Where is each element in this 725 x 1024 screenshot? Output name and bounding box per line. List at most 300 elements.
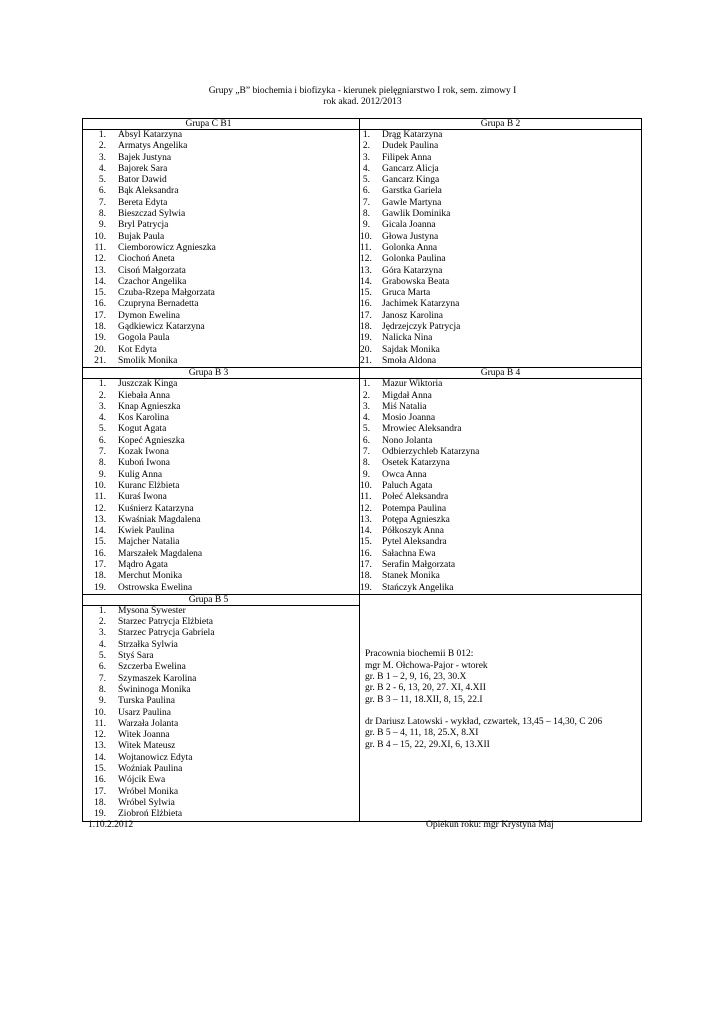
student-number: 20. [360, 344, 372, 355]
student-name: Kuśnierz Katarzyna [118, 503, 194, 514]
student-number: 2. [98, 141, 106, 152]
group-c-b1-list [83, 130, 360, 368]
student-name: Półkoszyk Anna [382, 526, 445, 537]
student-name: Bujak Paula [118, 231, 165, 242]
student-row [83, 730, 359, 741]
student-name: Kogut Agata [118, 424, 167, 435]
student-row [83, 640, 359, 651]
student-name: Czachor Angelika [118, 276, 187, 287]
student-name: Kozak Iwona [118, 447, 169, 458]
student-number: 12. [94, 254, 106, 265]
student-number: 11. [94, 242, 106, 253]
student-row [83, 798, 359, 809]
student-row [83, 662, 359, 673]
student-name: Czuba-Rzepa Małgorzata [118, 288, 215, 299]
student-number: 5. [362, 424, 370, 435]
student-number: 5. [98, 175, 106, 186]
student-number: 20. [94, 344, 106, 355]
student-number: 13. [360, 265, 372, 276]
student-number: 13. [94, 514, 106, 525]
student-number: 7. [98, 197, 106, 208]
student-row [83, 628, 359, 639]
student-number: 8. [362, 458, 370, 469]
student-number: 16. [360, 548, 372, 559]
student-name: Bryl Patrycja [118, 220, 169, 231]
student-number: 10. [360, 231, 372, 242]
student-name: Kot Edyta [118, 344, 157, 355]
student-number: 7. [98, 673, 106, 684]
student-name: Usarz Paulina [118, 707, 172, 718]
student-name: Strzałka Sylwia [118, 639, 178, 650]
student-number: 15. [94, 537, 106, 548]
student-number: 6. [362, 186, 370, 197]
student-row [83, 266, 359, 277]
student-row [360, 515, 641, 526]
student-number: 15. [360, 288, 372, 299]
student-name: Witek Mateusz [118, 741, 176, 752]
student-row [360, 277, 641, 288]
student-number: 1. [98, 379, 106, 390]
student-row [83, 311, 359, 322]
student-row [83, 413, 359, 424]
student-name: Odbierzychleb Katarzyna [382, 447, 480, 458]
notes-gap [365, 706, 641, 717]
student-number: 1. [362, 130, 370, 140]
student-row [360, 504, 641, 515]
student-number: 17. [360, 310, 372, 321]
student-row [360, 571, 641, 582]
student-row [83, 379, 359, 390]
student-name: Woźniak Paulina [118, 764, 183, 775]
student-row [83, 141, 359, 152]
student-number: 4. [98, 413, 106, 424]
student-row [83, 571, 359, 582]
student-number: 5. [362, 175, 370, 186]
student-row [360, 424, 641, 435]
student-row [360, 356, 641, 367]
schedule-notes-cell [360, 605, 642, 821]
student-number: 17. [94, 786, 106, 797]
footer-supervisor: Opiekun roku: mgr Krystyna Maj [426, 820, 554, 830]
student-number: 10. [94, 707, 106, 718]
student-name: Marszałek Magdalena [118, 548, 203, 559]
student-number: 13. [94, 265, 106, 276]
student-name: Gicala Joanna [382, 220, 436, 231]
student-number: 19. [94, 333, 106, 344]
student-name: Góra Katarzyna [382, 265, 443, 276]
student-number: 2. [362, 390, 370, 401]
student-number: 2. [98, 390, 106, 401]
student-row [360, 175, 641, 186]
student-row [360, 153, 641, 164]
notes-lecturer-2: dr Dariusz Latowski - wykład, czwartek, 13,45 – 14,30, C 206 [365, 717, 603, 728]
group-c-b1-header: Grupa C B1 [83, 119, 360, 130]
student-row [360, 164, 641, 175]
student-name: Szczerba Ewelina [118, 662, 186, 673]
student-name: Gawlik Dominika [382, 209, 451, 220]
student-row [360, 549, 641, 560]
group-b4-list [360, 379, 642, 595]
student-number: 7. [362, 197, 370, 208]
student-number: 17. [94, 310, 106, 321]
student-row [83, 753, 359, 764]
student-number: 9. [98, 220, 106, 231]
student-number: 6. [98, 662, 106, 673]
student-name: Czupryna Bernadetta [118, 299, 199, 310]
student-name: Bator Dawid [118, 175, 167, 186]
student-name: Merchut Monika [118, 571, 183, 582]
student-row [360, 209, 641, 220]
student-number: 15. [94, 288, 106, 299]
student-name: Kiebała Anna [118, 390, 170, 401]
student-row [83, 198, 359, 209]
student-row [360, 492, 641, 503]
student-name: Cisoń Małgorzata [118, 265, 186, 276]
student-row [83, 164, 359, 175]
student-name: Dudek Paulina [382, 141, 439, 152]
student-name: Kopeć Agnieszka [118, 435, 185, 446]
schedule-notes [360, 605, 641, 751]
student-name: Gawle Martyna [382, 197, 442, 208]
student-row [360, 583, 641, 594]
group-b2-header: Grupa B 2 [360, 119, 642, 130]
student-number: 9. [98, 696, 106, 707]
student-row [83, 504, 359, 515]
student-row [83, 583, 359, 594]
student-row [83, 651, 359, 662]
student-row [83, 537, 359, 548]
student-row [360, 130, 641, 141]
student-number: 17. [94, 559, 106, 570]
student-number: 3. [362, 152, 370, 163]
student-name: Wróbel Sylwia [118, 797, 175, 808]
student-name: Owca Anna [382, 469, 427, 480]
student-number: 10. [94, 231, 106, 242]
student-number: 2. [98, 617, 106, 628]
student-number: 8. [362, 209, 370, 220]
student-name: Filipek Anna [382, 152, 432, 163]
student-name: Bajek Justyna [118, 152, 172, 163]
student-row [360, 458, 641, 469]
student-number: 1. [98, 130, 106, 140]
student-name: Golonka Paulina [382, 254, 446, 265]
notes-schedule-b5: gr. B 5 – 4, 11, 18, 25.X, 8.XI [365, 728, 479, 739]
student-number: 1. [362, 379, 370, 390]
student-row [83, 254, 359, 265]
student-number: 18. [94, 322, 106, 333]
student-row [83, 333, 359, 344]
student-number: 8. [98, 458, 106, 469]
student-number: 18. [360, 322, 372, 333]
student-number: 8. [98, 684, 106, 695]
student-row [360, 198, 641, 209]
notes-schedule-b3: gr. B 3 – 11, 18.XII, 8, 15, 22.I [365, 694, 483, 705]
student-row [83, 685, 359, 696]
student-row [83, 515, 359, 526]
student-number: 12. [360, 254, 372, 265]
student-name: Jachimek Katarzyna [382, 299, 460, 310]
student-name: Nono Jolanta [382, 435, 433, 446]
student-name: Kuraś Iwona [118, 492, 167, 503]
student-name: Grabowska Beata [382, 276, 450, 287]
groups-table [82, 118, 642, 822]
student-number: 21. [360, 355, 372, 366]
group-b4-header: Grupa B 4 [360, 368, 642, 379]
student-name: Gądkiewicz Katarzyna [118, 322, 205, 333]
student-row [360, 311, 641, 322]
student-number: 9. [362, 220, 370, 231]
title-line-1: Grupy „B” biochemia i biofizyka - kierunek pielęgniarstwo I rok, sem. zimowy I [208, 86, 517, 96]
student-number: 19. [94, 582, 106, 593]
student-row [83, 322, 359, 333]
student-row [83, 787, 359, 798]
student-name: Witek Joanna [118, 730, 170, 741]
student-row [360, 526, 641, 537]
student-name: Knap Agnieszka [118, 401, 181, 412]
student-name: Drąg Katarzyna [382, 130, 443, 140]
student-row [83, 299, 359, 310]
student-row [83, 209, 359, 220]
student-number: 4. [362, 413, 370, 424]
student-row [83, 526, 359, 537]
student-name: Gancarz Alicja [382, 163, 439, 174]
student-name: Bieszczad Sylwia [118, 209, 186, 220]
student-number: 5. [98, 424, 106, 435]
student-name: Potempa Paulina [382, 503, 447, 514]
student-row [83, 481, 359, 492]
student-number: 3. [362, 401, 370, 412]
student-number: 4. [98, 639, 106, 650]
student-name: Warzała Jolanta [118, 718, 179, 729]
title-line-2: rok akad. 2012/2013 [323, 97, 402, 107]
student-row [360, 266, 641, 277]
student-row [83, 436, 359, 447]
student-number: 14. [360, 526, 372, 537]
student-row [83, 186, 359, 197]
student-name: Gogola Paula [118, 333, 170, 344]
student-number: 16. [94, 299, 106, 310]
student-number: 6. [362, 435, 370, 446]
student-number: 6. [98, 186, 106, 197]
group-b3-list [83, 379, 360, 595]
student-name: Potępa Agnieszka [382, 514, 450, 525]
student-row [360, 436, 641, 447]
group-b3-header: Grupa B 3 [83, 368, 360, 379]
student-name: Wójcik Ewa [118, 775, 166, 786]
student-number: 11. [360, 492, 372, 503]
student-name: Wróbel Monika [118, 786, 179, 797]
student-number: 10. [360, 480, 372, 491]
student-row [83, 175, 359, 186]
student-name: Ostrowska Ewelina [118, 582, 193, 593]
student-row [360, 243, 641, 254]
student-name: Gancarz Kinga [382, 175, 440, 186]
student-row [83, 232, 359, 243]
student-name: Starzec Patrycja Elżbieta [118, 617, 213, 628]
student-name: Osetek Katarzyna [382, 458, 450, 469]
student-name: Smolik Monika [118, 355, 178, 366]
student-name: Mrowiec Aleksandra [382, 424, 462, 435]
notes-lab-room: Pracownia biochemii B 012: [365, 649, 474, 660]
student-name: Migdał Anna [382, 390, 432, 401]
student-number: 3. [98, 401, 106, 412]
student-row [83, 243, 359, 254]
student-row [83, 288, 359, 299]
student-row [83, 402, 359, 413]
student-name: Kuboń Iwona [118, 458, 170, 469]
student-row [83, 391, 359, 402]
student-number: 18. [360, 571, 372, 582]
student-number: 13. [360, 514, 372, 525]
empty-header-cell [360, 594, 642, 605]
student-name: Mądro Agata [118, 559, 168, 570]
student-row [83, 606, 359, 617]
student-row [360, 560, 641, 571]
student-row [83, 130, 359, 141]
student-name: Dymon Ewelina [118, 310, 181, 321]
student-name: Wojtanowicz Edyta [118, 752, 193, 763]
student-row [83, 719, 359, 730]
student-name: Ciemborowicz Agnieszka [118, 242, 216, 253]
student-number: 18. [94, 571, 106, 582]
student-row [360, 470, 641, 481]
student-name: Turska Paulina [118, 696, 175, 707]
student-row [360, 141, 641, 152]
student-row [83, 424, 359, 435]
student-name: Nalicka Nina [382, 333, 433, 344]
student-row [83, 775, 359, 786]
student-number: 16. [94, 775, 106, 786]
student-name: Bąk Aleksandra [118, 186, 179, 197]
student-row [360, 447, 641, 458]
student-name: Mosio Joanna [382, 413, 436, 424]
student-number: 13. [94, 741, 106, 752]
student-number: 14. [360, 276, 372, 287]
student-number: 9. [98, 469, 106, 480]
student-number: 7. [362, 447, 370, 458]
student-row [83, 696, 359, 707]
student-number: 18. [94, 797, 106, 808]
student-number: 8. [98, 209, 106, 220]
student-name: Majcher Natalia [118, 537, 180, 548]
student-number: 16. [94, 548, 106, 559]
student-name: Kwiek Paulina [118, 526, 175, 537]
student-row [83, 153, 359, 164]
student-name: Miś Natalia [382, 401, 427, 412]
student-number: 2. [362, 141, 370, 152]
student-row [83, 617, 359, 628]
student-name: Połeć Aleksandra [382, 492, 449, 503]
student-row [83, 458, 359, 469]
student-number: 3. [98, 152, 106, 163]
student-number: 12. [360, 503, 372, 514]
student-row [83, 470, 359, 481]
student-name: Sałachna Ewa [382, 548, 436, 559]
student-row [360, 379, 641, 390]
student-number: 15. [360, 537, 372, 548]
student-name: Gruca Marta [382, 288, 431, 299]
student-row [83, 277, 359, 288]
student-name: Ziobroń Elżbieta [118, 809, 183, 820]
student-row [83, 708, 359, 719]
student-number: 11. [94, 718, 106, 729]
student-row [360, 299, 641, 310]
student-name: Kulig Anna [118, 469, 163, 480]
student-row [83, 447, 359, 458]
student-number: 1. [98, 605, 106, 616]
student-name: Golonka Anna [382, 242, 438, 253]
student-name: Paluch Agata [382, 480, 433, 491]
footer-date: 1.10.2.2012 [88, 820, 134, 830]
notes-lecturer-1: mgr M. Ołchowa-Pajor - wtorek [365, 660, 488, 671]
student-number: 17. [360, 559, 372, 570]
student-name: Stańczyk Angelika [382, 582, 454, 593]
student-number: 7. [98, 447, 106, 458]
student-row [83, 220, 359, 231]
student-name: Jędrzejczyk Patrycja [382, 322, 461, 333]
student-name: Garstka Gariela [382, 186, 442, 197]
student-number: 19. [94, 809, 106, 820]
student-row [360, 186, 641, 197]
student-row [83, 356, 359, 367]
student-name: Głowa Justyna [382, 231, 439, 242]
student-row [360, 254, 641, 265]
notes-schedule-b2: gr. B 2 - 6, 13, 20, 27. XI, 4.XII [365, 683, 486, 694]
student-row [83, 764, 359, 775]
student-number: 4. [362, 163, 370, 174]
student-number: 11. [360, 242, 372, 253]
student-number: 19. [360, 582, 372, 593]
student-row [83, 560, 359, 571]
student-name: Kos Karolina [118, 413, 169, 424]
student-name: Serafin Małgorzata [382, 559, 456, 570]
student-name: Sajdak Monika [382, 344, 440, 355]
student-name: Absyl Katarzyna [118, 130, 183, 140]
student-row [83, 741, 359, 752]
student-number: 4. [98, 163, 106, 174]
student-name: Kuranc Elżbieta [118, 480, 180, 491]
student-row [83, 549, 359, 560]
student-name: Szymaszek Karolina [118, 673, 197, 684]
student-row [83, 492, 359, 503]
student-name: Bajorek Sara [118, 163, 168, 174]
student-number: 19. [360, 333, 372, 344]
student-number: 9. [362, 469, 370, 480]
student-number: 21. [94, 355, 106, 366]
group-b5-list [83, 605, 360, 821]
student-number: 14. [94, 276, 106, 287]
student-number: 12. [94, 730, 106, 741]
student-name: Pytel Aleksandra [382, 537, 447, 548]
student-name: Mazur Wiktoria [382, 379, 443, 390]
student-name: Kwaśniak Magdalena [118, 514, 201, 525]
notes-schedule-b1: gr. B 1 – 2, 9, 16, 23, 30.X [365, 671, 467, 682]
student-number: 15. [94, 764, 106, 775]
student-name: Starzec Patrycja Gabriela [118, 628, 215, 639]
student-name: Bereta Edyta [118, 197, 168, 208]
student-row [83, 809, 359, 820]
student-row [360, 402, 641, 413]
student-row [360, 288, 641, 299]
group-b5-header: Grupa B 5 [83, 594, 360, 605]
student-number: 3. [98, 628, 106, 639]
notes-schedule-b4: gr. B 4 – 15, 22, 29.XI, 6, 13.XII [365, 739, 490, 750]
group-b2-list [360, 130, 642, 368]
student-row [360, 333, 641, 344]
student-row [360, 220, 641, 231]
student-number: 11. [94, 492, 106, 503]
student-row [83, 345, 359, 356]
